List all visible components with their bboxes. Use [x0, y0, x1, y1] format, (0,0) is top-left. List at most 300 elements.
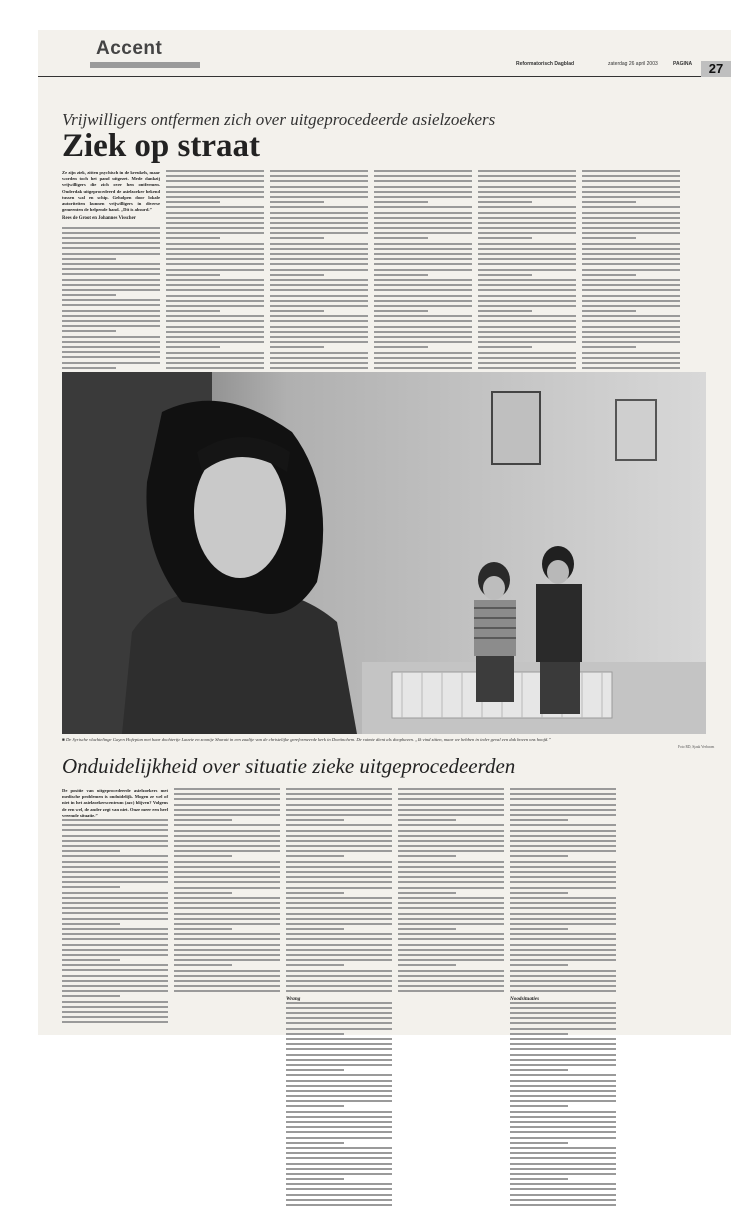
text-line: [398, 866, 504, 868]
text-line: [166, 180, 264, 182]
text-line: [582, 253, 680, 255]
text-line: [286, 949, 392, 951]
text-line: [62, 969, 168, 971]
text-line: [398, 809, 504, 811]
text-line: [166, 320, 264, 322]
text-line: [510, 866, 616, 868]
text-line: [582, 196, 680, 198]
text-line: [374, 305, 472, 307]
text-line: [166, 362, 264, 364]
text-line: [62, 1016, 168, 1018]
body-text: [374, 170, 472, 374]
text-line: [62, 990, 168, 992]
text-line: [270, 305, 368, 307]
text-line: [270, 196, 368, 198]
text-line: [286, 1188, 392, 1190]
text-line: [62, 855, 168, 857]
text-line: [174, 809, 280, 811]
text-line: [62, 330, 116, 332]
text-line: [478, 201, 532, 203]
text-line: [398, 918, 504, 920]
text-line: [478, 320, 576, 322]
text-line: [398, 861, 504, 863]
text-line: [270, 331, 368, 333]
text-line: [510, 1131, 616, 1133]
text-line: [286, 798, 392, 800]
text-line: [62, 1006, 168, 1008]
text-line: [478, 217, 576, 219]
text-line: [286, 1163, 392, 1165]
text-line: [166, 170, 264, 172]
text-line: [510, 1054, 616, 1056]
text-line: [270, 180, 368, 182]
text-line: [582, 170, 680, 172]
text-line: [582, 248, 680, 250]
text-line: [286, 881, 392, 883]
text-line: [478, 191, 576, 193]
text-line: [62, 897, 168, 899]
text-line: [374, 206, 472, 208]
text-line: [174, 990, 280, 992]
text-line: [478, 248, 576, 250]
text-line: [270, 367, 368, 369]
text-line: [174, 902, 280, 904]
text-line: [510, 938, 616, 940]
text-line: [286, 1069, 344, 1071]
text-line: [510, 1188, 616, 1190]
text-line: [270, 248, 368, 250]
text-line: [582, 227, 680, 229]
text-line: [374, 357, 472, 359]
text-line: [582, 206, 680, 208]
body-text: [286, 788, 392, 992]
article-kicker: Vrijwilligers ontfermen zich over uitgeprocedeerde asielzoekers: [62, 110, 496, 129]
text-line: [510, 1074, 616, 1076]
text-line: [510, 1028, 616, 1030]
article-column-2: [166, 170, 264, 365]
text-line: [398, 824, 504, 826]
text-line: [582, 289, 680, 291]
text-line: [478, 310, 532, 312]
text-line: [286, 897, 392, 899]
text-line: [582, 367, 680, 369]
article-byline: Rees de Groot en Johannes Visscher: [62, 216, 136, 222]
text-line: [510, 1095, 616, 1097]
text-line: [582, 357, 680, 359]
text-line: [510, 954, 616, 956]
text-line: [286, 1100, 392, 1102]
text-line: [582, 186, 680, 188]
text-line: [510, 975, 616, 977]
text-line: [286, 1116, 392, 1118]
text-line: [478, 269, 576, 271]
text-line: [174, 954, 280, 956]
text-line: [286, 871, 392, 873]
text-line: [478, 186, 576, 188]
text-line: [174, 907, 280, 909]
text-line: [286, 1173, 392, 1175]
text-line: [174, 923, 280, 925]
text-line: [166, 263, 264, 265]
text-line: [286, 1033, 344, 1035]
page-header: [38, 30, 731, 77]
text-line: [286, 985, 392, 987]
text-line: [286, 954, 392, 956]
text-line: [270, 243, 368, 245]
text-line: [582, 269, 680, 271]
text-line: [286, 913, 392, 915]
text-line: [286, 824, 392, 826]
text-line: [398, 907, 504, 909]
text-line: [478, 258, 576, 260]
text-line: [510, 835, 616, 837]
text-line: [478, 196, 576, 198]
text-line: [286, 975, 392, 977]
text-line: [270, 222, 368, 224]
text-line: [374, 331, 472, 333]
text-line: [510, 1194, 616, 1196]
text-line: [62, 980, 168, 982]
text-line: [166, 357, 264, 359]
text-line: [510, 1152, 616, 1154]
text-line: [510, 980, 616, 982]
text-line: [510, 959, 616, 961]
text-line: [582, 279, 680, 281]
text-line: [398, 913, 504, 915]
text-line: [582, 295, 680, 297]
text-line: [286, 1002, 392, 1004]
text-line: [62, 829, 168, 831]
text-line: [398, 985, 504, 987]
text-line: [374, 367, 472, 369]
text-line: [62, 356, 160, 358]
text-line: [286, 1131, 392, 1133]
text-line: [286, 819, 344, 821]
text-line: [270, 346, 324, 348]
article2-lead: De positie van uitgeprocedeerde asielzoekers met medische problemen is onduidelijk. Mogen ze wel of niet in het asielzoekerscentrum (azc) blijven? Volgens de een wel, de ander zegt van niet. Onze meer een heel vreemde situatie.”: [62, 788, 168, 818]
text-line: [582, 263, 680, 265]
text-line: [166, 295, 264, 297]
text-line: [62, 310, 160, 312]
text-line: [62, 845, 168, 847]
text-line: [374, 232, 472, 234]
text-line: [510, 892, 568, 894]
body-text: [62, 819, 168, 1023]
text-line: [286, 1168, 392, 1170]
text-line: [166, 279, 264, 281]
text-line: [582, 310, 636, 312]
text-line: [174, 887, 280, 889]
article-headline: Ziek op straat: [62, 128, 260, 164]
text-line: [510, 1178, 568, 1180]
text-line: [510, 907, 616, 909]
text-line: [478, 341, 576, 343]
text-line: [510, 855, 568, 857]
text-line: [510, 1002, 616, 1004]
article-column-5: [478, 170, 576, 365]
text-line: [270, 274, 324, 276]
text-line: [510, 809, 616, 811]
text-line: [510, 1059, 616, 1061]
text-line: [286, 1183, 392, 1185]
text-line: [510, 1105, 568, 1107]
text-line: [582, 362, 680, 364]
text-line: [374, 279, 472, 281]
text-line: [478, 227, 576, 229]
text-line: [478, 336, 576, 338]
text-line: [174, 819, 232, 821]
text-line: [510, 861, 616, 863]
text-line: [510, 990, 616, 992]
text-line: [478, 180, 576, 182]
text-line: [510, 1173, 616, 1175]
text-line: [62, 902, 168, 904]
text-line: [582, 284, 680, 286]
article-photo: [62, 372, 706, 734]
text-line: [62, 886, 120, 888]
text-line: [286, 809, 392, 811]
text-line: [62, 918, 168, 920]
text-line: [582, 237, 636, 239]
text-line: [62, 304, 160, 306]
text-line: [62, 923, 120, 925]
text-line: [62, 938, 168, 940]
text-line: [174, 871, 280, 873]
text-line: [62, 284, 160, 286]
text-line: [510, 1126, 616, 1128]
text-line: [478, 274, 532, 276]
text-line: [174, 892, 232, 894]
text-line: [174, 840, 280, 842]
text-line: [582, 352, 680, 354]
text-line: [174, 861, 280, 863]
text-line: [62, 907, 168, 909]
text-line: [374, 186, 472, 188]
text-line: [374, 341, 472, 343]
text-line: [62, 253, 160, 255]
text-line: [582, 305, 680, 307]
text-line: [398, 793, 504, 795]
text-line: [478, 237, 532, 239]
text-line: [582, 180, 680, 182]
text-line: [478, 357, 576, 359]
text-line: [286, 835, 392, 837]
body-text: [398, 788, 504, 992]
text-line: [582, 331, 680, 333]
text-line: [398, 850, 504, 852]
text-line: [510, 845, 616, 847]
text-line: [62, 268, 160, 270]
text-line: [582, 346, 636, 348]
text-line: [174, 850, 280, 852]
text-line: [398, 814, 504, 816]
text-line: [166, 258, 264, 260]
text-line: [62, 850, 120, 852]
text-line: [478, 206, 576, 208]
text-line: [510, 1111, 616, 1113]
text-line: [286, 1043, 392, 1045]
text-line: [286, 907, 392, 909]
text-line: [398, 788, 504, 790]
article-column-3: [270, 170, 368, 365]
text-line: [510, 1069, 568, 1071]
text-line: [62, 928, 168, 930]
caption-text: De Syrische vluchtelinge Gayen Hofepian met haar dochtertje Lauvie en zoontje Shuratt in een zaaltje van de christelijke gereformeerde kerk in Doetinchem. De ruimte dient als doophaven. „Ik vind zitten, maar we hebben in ieder geval een dak boven ons hoofd.”: [65, 737, 551, 742]
subhead-noodsituaties: Noodsituaties: [510, 995, 540, 1002]
text-line: [398, 835, 504, 837]
text-line: [582, 222, 680, 224]
text-line: [174, 913, 280, 915]
text-line: [62, 273, 160, 275]
text-line: [166, 175, 264, 177]
text-line: [374, 243, 472, 245]
text-line: [510, 871, 616, 873]
text-line: [174, 897, 280, 899]
section-underline: [90, 62, 200, 68]
text-line: [270, 227, 368, 229]
text-line: [582, 326, 680, 328]
text-line: [374, 196, 472, 198]
text-line: [174, 975, 280, 977]
text-line: [286, 1059, 392, 1061]
text-line: [62, 964, 168, 966]
text-line: [374, 326, 472, 328]
text-line: [62, 320, 160, 322]
text-line: [174, 845, 280, 847]
text-line: [398, 840, 504, 842]
text-line: [270, 263, 368, 265]
text-line: [166, 346, 220, 348]
subhead-wrang: Wrang: [286, 995, 301, 1002]
text-line: [166, 352, 264, 354]
text-line: [374, 212, 472, 214]
text-line: [174, 938, 280, 940]
text-line: [478, 295, 576, 297]
text-line: [374, 300, 472, 302]
text-line: [286, 1085, 392, 1087]
text-line: [174, 835, 280, 837]
text-line: [166, 289, 264, 291]
text-line: [510, 840, 616, 842]
text-line: [398, 871, 504, 873]
text-line: [166, 206, 264, 208]
text-line: [374, 315, 472, 317]
text-line: [478, 367, 576, 369]
text-line: [398, 928, 456, 930]
text-line: [286, 876, 392, 878]
text-line: [270, 279, 368, 281]
text-line: [62, 995, 120, 997]
text-line: [62, 949, 168, 951]
text-line: [62, 881, 168, 883]
text-line: [478, 305, 576, 307]
text-line: [62, 299, 160, 301]
text-line: [374, 295, 472, 297]
text-line: [166, 315, 264, 317]
text-line: [174, 866, 280, 868]
text-line: [582, 212, 680, 214]
text-line: [478, 253, 576, 255]
text-line: [510, 887, 616, 889]
text-line: [510, 1022, 616, 1024]
text-line: [286, 1121, 392, 1123]
article2-column-2: [174, 788, 280, 1026]
text-line: [286, 1090, 392, 1092]
text-line: [374, 263, 472, 265]
body-text: [510, 788, 616, 992]
text-line: [510, 928, 568, 930]
text-line: [582, 232, 680, 234]
text-line: [166, 284, 264, 286]
text-line: [270, 191, 368, 193]
text-line: [286, 861, 392, 863]
text-line: [510, 985, 616, 987]
text-line: [286, 892, 344, 894]
text-line: [166, 326, 264, 328]
text-line: [510, 964, 568, 966]
text-line: [510, 1085, 616, 1087]
text-line: [510, 1157, 616, 1159]
text-line: [270, 237, 324, 239]
text-line: [62, 933, 168, 935]
text-line: [62, 351, 160, 353]
text-line: [398, 944, 504, 946]
text-line: [286, 980, 392, 982]
article-column-4: [374, 170, 472, 365]
text-line: [510, 1168, 616, 1170]
text-line: [510, 1043, 616, 1045]
text-line: [398, 804, 504, 806]
text-line: [510, 1033, 568, 1035]
text-line: [478, 279, 576, 281]
text-line: [510, 1121, 616, 1123]
text-line: [62, 954, 168, 956]
text-line: [166, 300, 264, 302]
text-line: [174, 830, 280, 832]
text-line: [62, 263, 160, 265]
text-line: [270, 232, 368, 234]
text-line: [478, 212, 576, 214]
text-line: [374, 237, 428, 239]
text-line: [270, 217, 368, 219]
text-line: [286, 970, 392, 972]
text-line: [166, 331, 264, 333]
body-text: [510, 1002, 616, 1206]
text-line: [166, 310, 220, 312]
text-line: [174, 793, 280, 795]
text-line: [62, 819, 168, 821]
text-line: [166, 274, 220, 276]
text-line: [174, 944, 280, 946]
text-line: [62, 1011, 168, 1013]
text-line: [510, 944, 616, 946]
page-label: PAGINA: [673, 61, 693, 67]
text-line: [270, 362, 368, 364]
text-line: [510, 1048, 616, 1050]
text-line: [398, 855, 456, 857]
text-line: [582, 201, 636, 203]
text-line: [286, 918, 392, 920]
text-line: [174, 876, 280, 878]
text-line: [510, 1147, 616, 1149]
text-line: [478, 232, 576, 234]
text-line: [166, 248, 264, 250]
text-line: [174, 804, 280, 806]
text-line: [286, 902, 392, 904]
text-line: [510, 814, 616, 816]
text-line: [510, 798, 616, 800]
text-line: [270, 186, 368, 188]
